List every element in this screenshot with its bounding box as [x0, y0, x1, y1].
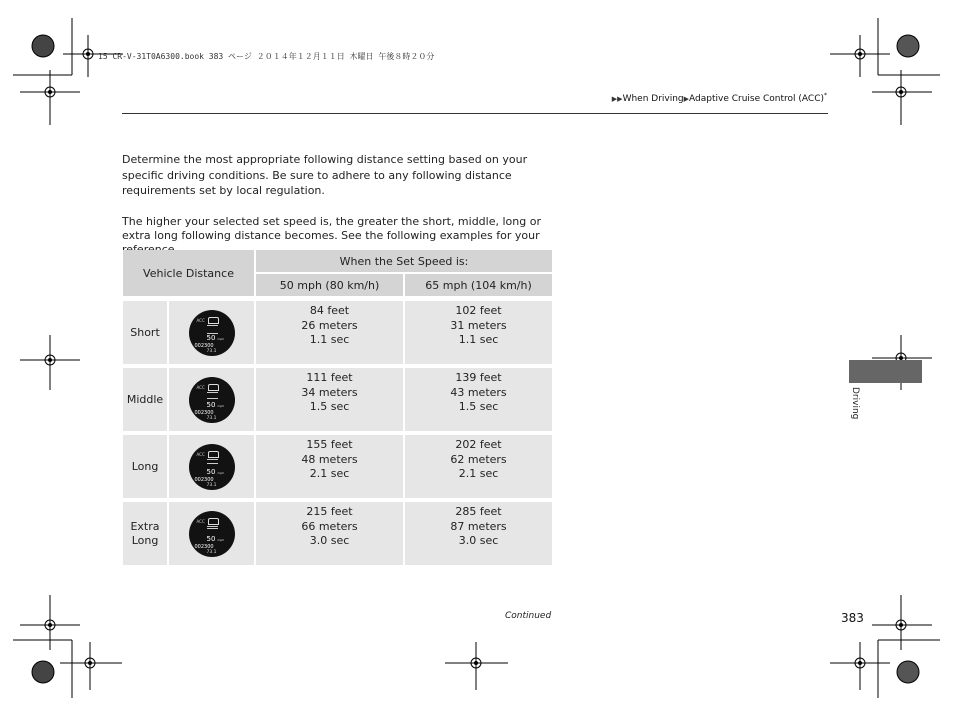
distance-label: Long: [123, 435, 167, 498]
gauge-cell: [169, 502, 254, 565]
speed-50-header: 50 mph (80 km/h): [256, 274, 403, 296]
speed-65-header: 65 mph (104 km/h): [405, 274, 552, 296]
distance-label: Short: [123, 301, 167, 364]
value-cell-50: 111 feet 34 meters 1.5 sec: [256, 368, 403, 431]
footnote-marker: *: [824, 92, 827, 99]
value-cell-65: 202 feet 62 meters 2.1 sec: [405, 435, 552, 498]
value-cell-65: 285 feet 87 meters 3.0 sec: [405, 502, 552, 565]
value-cell-50: 84 feet 26 meters 1.1 sec: [256, 301, 403, 364]
intro-paragraph: Determine the most appropriate following distance setting based on your specific driving conditions. Be sure to adhere to any following distance requirements set by local regulation.: [122, 153, 528, 197]
gauge-cell: [169, 368, 254, 431]
following-distance-table: [121, 248, 554, 567]
double-arrow-icon: ▶▶: [611, 95, 623, 103]
value-cell-65: 139 feet 43 meters 1.5 sec: [405, 368, 552, 431]
page-number: 383: [841, 611, 864, 625]
reference-paragraph: The higher your selected set speed is, the greater the short, middle, long or extra long following distance becomes. See the following examples for your: [122, 215, 541, 242]
distance-gauge-icon: ACC 50 mph 002300 73.1: [189, 377, 235, 423]
continued-label: Continued: [505, 611, 552, 621]
table-row: [123, 502, 552, 565]
gauge-cell: [169, 435, 254, 498]
table-row: [123, 435, 552, 498]
breadcrumb-topic: Adaptive Cruise Control (ACC): [689, 94, 824, 104]
breadcrumb-section: When Driving: [622, 94, 684, 104]
distance-gauge-icon: ACC 50 mph 002300 73.1: [189, 511, 235, 557]
chapter-side-label: Driving: [850, 387, 860, 420]
header-rule: [122, 113, 828, 114]
breadcrumb: [612, 92, 827, 104]
distance-label: Extra Long: [123, 502, 167, 565]
gauge-cell: [169, 301, 254, 364]
value-cell-50: 155 feet 48 meters 2.1 sec: [256, 435, 403, 498]
distance-label: Middle: [123, 368, 167, 431]
set-speed-header: When the Set Speed is:: [256, 250, 552, 272]
chapter-side-tab[interactable]: [849, 360, 922, 383]
table-row: [123, 368, 552, 431]
distance-gauge-icon: ACC 50 mph 002300 73.1: [189, 310, 235, 356]
value-cell-50: 215 feet 66 meters 3.0 sec: [256, 502, 403, 565]
arrow-icon: ▶: [683, 95, 690, 103]
table-row: [123, 301, 552, 364]
print-header: 15 CR-V-31T0A6300.book 383 ページ ２０１４年１２月１１日 木曜日 午後８時２０分: [98, 52, 435, 61]
value-cell-65: 102 feet 31 meters 1.1 sec: [405, 301, 552, 364]
distance-gauge-icon: ACC 50 mph 002300 73.1: [189, 444, 235, 490]
vehicle-distance-header: Vehicle Distance: [123, 250, 254, 296]
